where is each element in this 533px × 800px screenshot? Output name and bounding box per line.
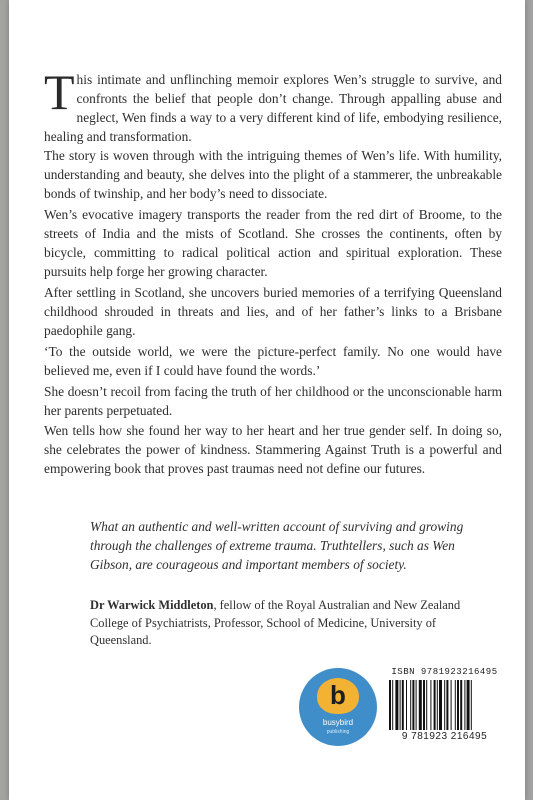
publisher-logo (299, 668, 377, 746)
barcode-bar (446, 680, 448, 730)
blurb-paragraph-5: ‘To the outside world, we were the picture-perfect family. No one would have believed me, even if I could have found the words.’ (44, 344, 502, 378)
barcode-bar (392, 680, 393, 730)
barcode-bar (430, 680, 431, 730)
barcode-bar (457, 680, 459, 730)
barcode-bar (389, 680, 391, 730)
endorser-affiliation: , fellow of the Royal Australian and New Zealand College of Psychiatrists, Professor, School of Medicine, University of Queensland. (90, 598, 461, 647)
publisher-name: busybird (322, 718, 354, 727)
blurb-paragraph-1-text: his intimate and unflinching memoir explores Wen’s struggle to survive, and confronts the belief that people don’t change. Through appalling abuse and neglect, Wen finds a way to a very different kind of life, embodying resilience, healing and transformation. (44, 72, 502, 144)
publisher-sub: publishing (326, 729, 350, 735)
blurb-paragraph-4: After settling in Scotland, she uncovers buried memories of a terrifying Queensland childhood shrouded in threats and lies, and of her father’s links to a Brisbane paedophile gang. (44, 285, 502, 338)
barcode-bar (406, 680, 407, 730)
drop-cap: T (44, 64, 75, 120)
barcode-bar (416, 680, 417, 730)
barcode-bar (400, 680, 401, 730)
barcode-bar (451, 680, 452, 730)
blurb-paragraph-3: Wen’s evocative imagery transports the reader from the red dirt of Broome, to the streets of India and the mists of Scotland. She crosses the continents, often by bicycle, committing to radical political action and spiritual exploration. These pursuits help forge her growing character. (44, 207, 502, 279)
barcode-bar (460, 680, 462, 730)
barcode (382, 667, 507, 745)
barcode-bar (471, 680, 472, 730)
barcode-bar (434, 680, 436, 730)
barcode-bars (388, 680, 501, 730)
barcode-bar (444, 680, 445, 730)
barcode-bar (419, 680, 422, 730)
logo-letter: b (330, 680, 346, 710)
blurb-paragraph-6: She doesn’t recoil from facing the truth of her childhood or the unconscionable harm her parents perpetuated. (44, 384, 502, 418)
isbn-label: ISBN 9781923216495 (391, 667, 498, 677)
blurb-paragraph-2: The story is woven through with the intriguing themes of Wen’s life. With humility, understanding and beauty, she delves into the plight of a stammerer, the unbreakable bonds of twinship, and her body’s need to dissociate. (44, 148, 502, 201)
blurb-paragraph-7: Wen tells how she found her way to her heart and her true gender self. In doing so, she celebrates the power of kindness. Stammering Against Truth is a powerful and empowering book that proves past traumas need not define our futures. (44, 423, 502, 476)
endorser-name: Dr Warwick Middleton (90, 598, 214, 612)
barcode-bar (455, 680, 456, 730)
barcode-bar (412, 680, 414, 730)
back-cover (9, 0, 525, 800)
bird-icon (317, 678, 359, 714)
barcode-bar (467, 680, 470, 730)
barcode-bar (423, 680, 425, 730)
barcode-bar (439, 680, 442, 730)
barcode-bar (410, 680, 411, 730)
endorsement-attribution (90, 597, 495, 650)
blurb-paragraph-1 (44, 64, 502, 146)
barcode-bar (464, 680, 465, 730)
barcode-bar (402, 680, 404, 730)
barcode-digits: 9 781923 216495 (401, 731, 488, 742)
barcode-bar (395, 680, 398, 730)
barcode-bar (437, 680, 438, 730)
barcode-bar (426, 680, 427, 730)
endorsement-quote: What an authentic and well-written account of surviving and growing through the challenges of extreme trauma. Truthtellers, such as Wen Gibson, are courageous and important members of society. (90, 519, 464, 572)
